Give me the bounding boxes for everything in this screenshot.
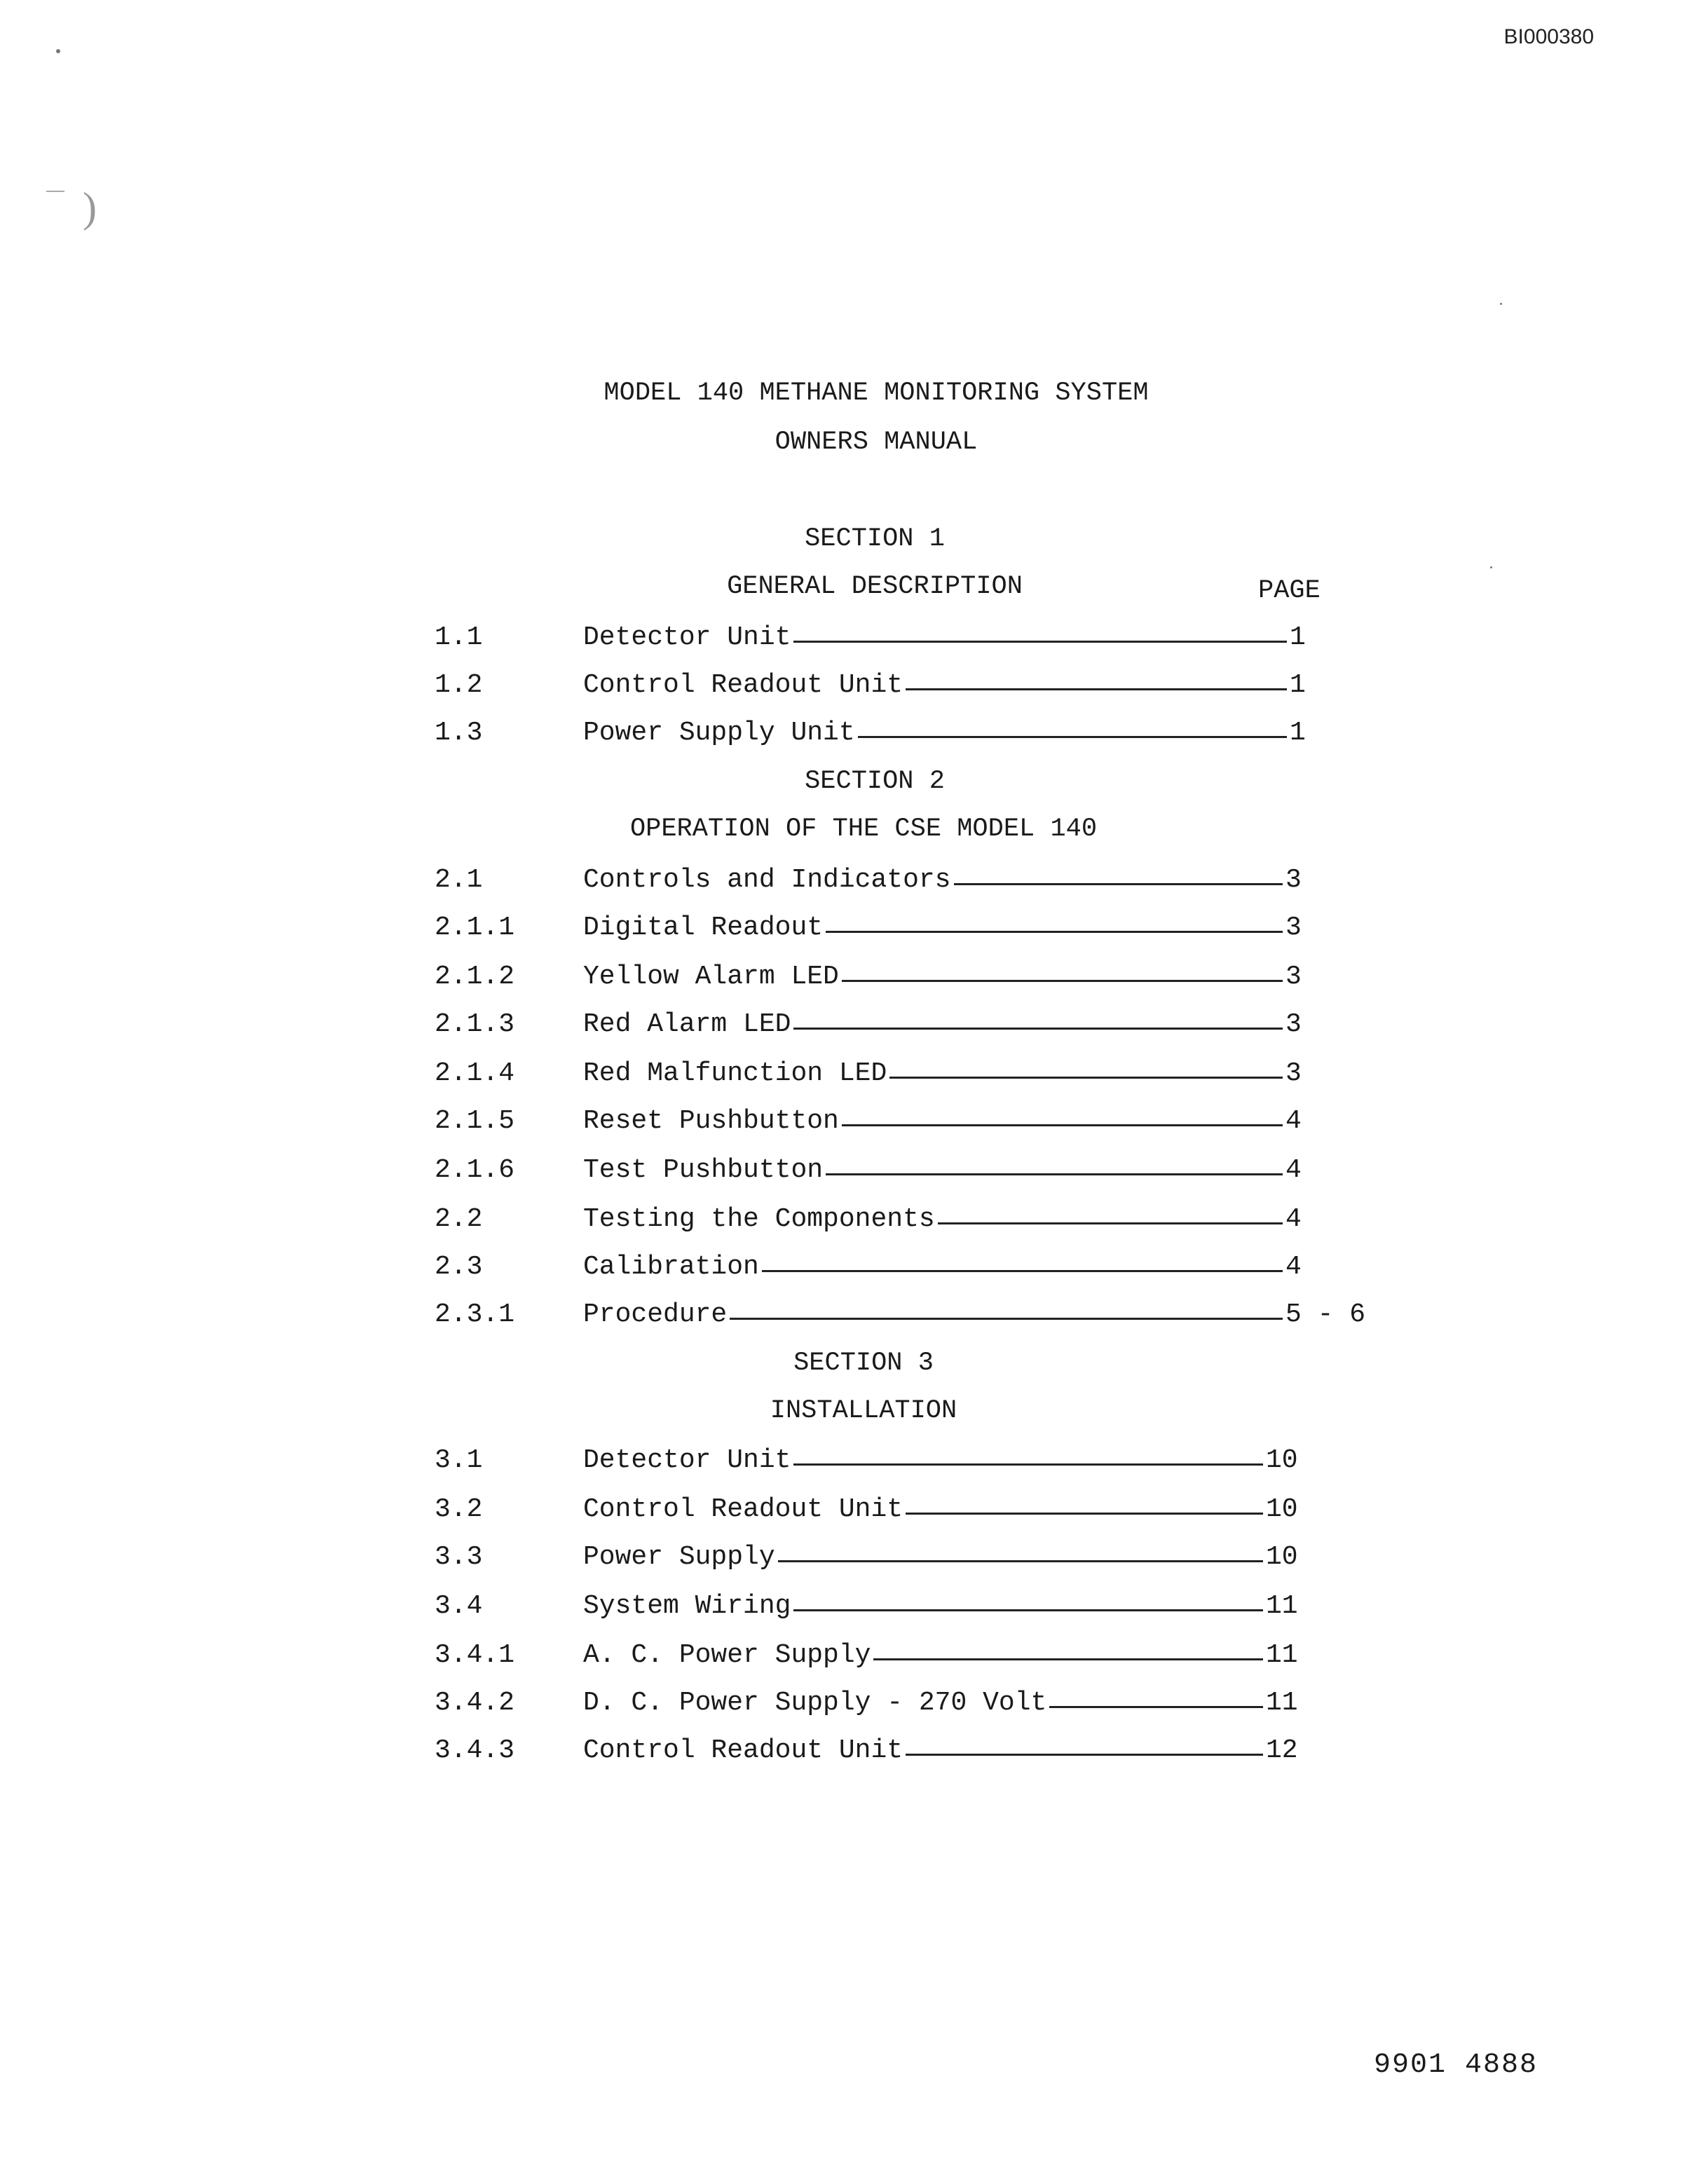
toc-entry-title: Control Readout Unit — [583, 670, 906, 700]
scan-mark-paren: ) — [83, 184, 97, 231]
toc-entry-page: 1 — [1290, 718, 1306, 748]
toc-entry-number: 3.4 — [435, 1591, 483, 1621]
toc-entry-title: Test Pushbutton — [583, 1155, 826, 1185]
toc-entry — [435, 1299, 1374, 1333]
toc-entry-title: Calibration — [583, 1252, 762, 1282]
toc-entry-title: Power Supply — [583, 1542, 778, 1572]
toc-entry-number: 2.3.1 — [435, 1299, 515, 1330]
toc-entry-number: 3.3 — [435, 1542, 483, 1572]
toc-entry — [435, 1688, 1374, 1721]
toc-entry-number: 1.2 — [435, 670, 483, 700]
toc-entry-number: 3.4.3 — [435, 1735, 515, 1766]
toc-entry — [435, 962, 1374, 995]
toc-entry-title: Controls and Indicators — [583, 865, 954, 895]
toc-entry-number: 3.4.1 — [435, 1640, 515, 1670]
toc-entry — [435, 1058, 1374, 1092]
toc-entry-number: 2.1.1 — [435, 913, 515, 943]
section-heading: SECTION 1 — [805, 524, 945, 554]
toc-entry-number: 2.1.2 — [435, 962, 515, 992]
section-subheading: INSTALLATION — [770, 1396, 957, 1426]
toc-entry-number: 3.1 — [435, 1445, 483, 1475]
toc-entry-number: 2.1.4 — [435, 1058, 515, 1088]
toc-entry-page: 4 — [1285, 1204, 1302, 1234]
toc-entry-title: Power Supply Unit — [583, 718, 858, 748]
toc-entry-title: Yellow Alarm LED — [583, 962, 842, 992]
toc-entry — [435, 1106, 1374, 1140]
toc-entry — [435, 1204, 1374, 1238]
toc-entry-title: System Wiring — [583, 1591, 793, 1621]
toc-entry — [435, 1155, 1374, 1189]
toc-entry-page: 11 — [1266, 1688, 1298, 1718]
toc-entry-number: 1.1 — [435, 622, 483, 653]
toc-entry-page: 10 — [1266, 1445, 1298, 1475]
toc-entry-number: 2.3 — [435, 1252, 483, 1282]
toc-entry-title: Detector Unit — [583, 1445, 793, 1475]
document-title: MODEL 140 METHANE MONITORING SYSTEM — [603, 378, 1149, 408]
toc-entry-number: 2.1.5 — [435, 1106, 515, 1136]
toc-entry — [435, 865, 1374, 899]
section-subheading: OPERATION OF THE CSE MODEL 140 — [629, 814, 1098, 844]
document-subtitle: OWNERS MANUAL — [775, 428, 978, 457]
toc-entry-title: Digital Readout — [583, 913, 826, 943]
toc-entry-title: D. C. Power Supply - 270 Volt — [583, 1688, 1049, 1718]
toc-entry-page: 3 — [1285, 1058, 1302, 1088]
toc-entry — [435, 1640, 1374, 1674]
toc-entry-page: 4 — [1285, 1106, 1302, 1136]
toc-entry-number: 2.1.6 — [435, 1155, 515, 1185]
toc-entry-title: Reset Pushbutton — [583, 1106, 842, 1136]
toc-entry-title: Red Malfunction LED — [583, 1058, 889, 1088]
scan-speck — [1490, 566, 1492, 568]
toc-entry — [435, 718, 1374, 751]
toc-entry-title: Procedure — [583, 1299, 730, 1330]
toc-entry-number: 2.1.3 — [435, 1009, 515, 1039]
toc-entry-page: 5 - 6 — [1285, 1299, 1366, 1330]
toc-entry-title: Control Readout Unit — [583, 1494, 906, 1524]
toc-entry-page: 3 — [1285, 1009, 1302, 1039]
toc-entry — [435, 1735, 1374, 1769]
scan-speck — [56, 49, 60, 53]
toc-entry — [435, 1542, 1374, 1576]
toc-entry-page: 10 — [1266, 1494, 1298, 1524]
toc-entry — [435, 1445, 1374, 1479]
toc-entry — [435, 1252, 1374, 1285]
toc-entry — [435, 670, 1374, 704]
toc-entry-page: 12 — [1266, 1735, 1298, 1766]
toc-entry-title: Detector Unit — [583, 622, 793, 653]
toc-entry-title: Testing the Components — [583, 1204, 938, 1234]
toc-entry-page: 10 — [1266, 1542, 1298, 1572]
toc-entry-page: 3 — [1285, 865, 1302, 895]
toc-entry-page: 11 — [1266, 1640, 1298, 1670]
scan-mark-dash — [46, 191, 64, 192]
toc-entry-number: 2.2 — [435, 1204, 483, 1234]
toc-entry-page: 3 — [1285, 913, 1302, 943]
section-heading: SECTION 3 — [793, 1349, 934, 1378]
scan-speck — [1500, 303, 1502, 305]
toc-entry-page: 1 — [1290, 670, 1306, 700]
toc-entry-number: 2.1 — [435, 865, 483, 895]
toc-entry-number: 3.2 — [435, 1494, 483, 1524]
toc-entry-page: 4 — [1285, 1155, 1302, 1185]
toc-entry-page: 4 — [1285, 1252, 1302, 1282]
toc-entry-page: 11 — [1266, 1591, 1298, 1621]
toc-entry — [435, 1494, 1374, 1528]
toc-entry-title: Red Alarm LED — [583, 1009, 793, 1039]
toc-entry-page: 3 — [1285, 962, 1302, 992]
toc-entry — [435, 1009, 1374, 1043]
section-subheading: GENERAL DESCRIPTION — [727, 572, 1023, 601]
toc-entry — [435, 913, 1374, 946]
toc-entry-page: 1 — [1290, 622, 1306, 653]
toc-entry-title: Control Readout Unit — [583, 1735, 906, 1766]
toc-entry-number: 3.4.2 — [435, 1688, 515, 1718]
section-heading: SECTION 2 — [805, 767, 945, 796]
bates-number: BI000380 — [1503, 25, 1594, 48]
toc-entry-title: A. C. Power Supply — [583, 1640, 873, 1670]
toc-entry-number: 1.3 — [435, 718, 483, 748]
toc-entry — [435, 1591, 1374, 1625]
toc-entry — [435, 622, 1374, 656]
page-column-label: PAGE — [1258, 576, 1321, 606]
footer-document-number: 9901 4888 — [1374, 2049, 1539, 2081]
